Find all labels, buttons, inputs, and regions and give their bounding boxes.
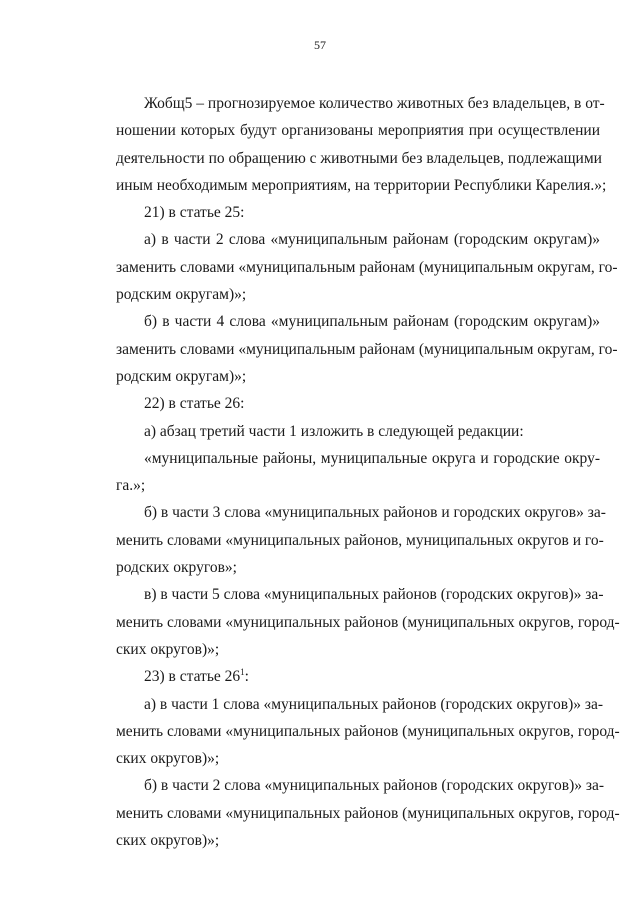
text-line: заменить словами «муниципальным районам (муниципальным округам, го- (116, 340, 618, 358)
paragraph-quoted-text (116, 445, 600, 500)
text-line: 21) в статье 25: (144, 204, 245, 222)
paragraph-item-22b (116, 499, 606, 581)
paragraph-item-23b (116, 772, 620, 854)
text-line: га.»; (116, 477, 146, 495)
text-line: менить словами «муниципальных районов (муниципальных округов, город- (116, 804, 620, 822)
text-line: заменить словами «муниципальным районам (муниципальным округам, го- (116, 258, 618, 276)
paragraph-item-23a (116, 691, 620, 773)
text-line: родским округам)»; (116, 367, 247, 385)
text-line: ских округов)»; (116, 750, 220, 768)
text-line: ских округов)»; (116, 832, 220, 850)
text-line: ских округов)»; (116, 640, 220, 658)
text-line: а) в части 2 слова «муниципальным районам (городским округам)» (144, 231, 600, 249)
text-line: а) в части 1 слова «муниципальных районов (городских округов)» за- (144, 695, 604, 713)
page-number: 57 (314, 38, 326, 52)
item-23-colon: : (244, 668, 249, 686)
text-line: б) в части 3 слова «муниципальных районов и городских округов» за- (144, 504, 606, 522)
text-line: Жобщ5 – прогнозируемое количество животных без владельцев, в от- (144, 95, 605, 112)
text-line: деятельности по обращению с животными без владельцев, подлежащими (116, 149, 602, 167)
paragraph-item-21 (116, 199, 600, 226)
text-line: б) в части 4 слова «муниципальным районам (городским округам)» (144, 313, 600, 331)
text-line: родских округов»; (116, 559, 237, 577)
paragraph-item-23 (116, 663, 600, 690)
item-23-text: 23) в статье 26 (144, 668, 241, 686)
text-line: 22) в статье 26: (144, 395, 245, 413)
text-line: менить словами «муниципальных районов (муниципальных округов, город- (116, 613, 620, 631)
text-line: а) абзац третий части 1 изложить в следующей редакции: (144, 422, 524, 440)
text-line: родским округам)»; (116, 286, 247, 304)
paragraph-item-21b (116, 308, 618, 390)
paragraph-population-definition (116, 90, 607, 199)
text-line (116, 663, 600, 690)
superscript: 1 (240, 667, 245, 678)
text-line: б) в части 2 слова «муниципальных районов (городских округов)» за- (144, 777, 605, 795)
paragraph-item-21a (116, 226, 618, 308)
paragraph-item-22 (116, 390, 600, 417)
paragraph-item-22c (116, 581, 620, 663)
text-line: иным необходимым мероприятиям, на территории Республики Карелия.»; (116, 176, 607, 194)
text-line: в) в части 5 слова «муниципальных районов (городских округов)» за- (144, 586, 604, 604)
text-line: ношении которых будут организованы мероприятия при осуществлении (116, 122, 600, 140)
text-line: менить словами «муниципальных районов, муниципальных округов и го- (116, 531, 604, 549)
text-line: менить словами «муниципальных районов (муниципальных округов, город- (116, 722, 620, 740)
text-line: «муниципальные районы, муниципальные округа и городские окру- (144, 449, 600, 467)
paragraph-item-22a (116, 418, 600, 445)
body-text (116, 90, 620, 854)
